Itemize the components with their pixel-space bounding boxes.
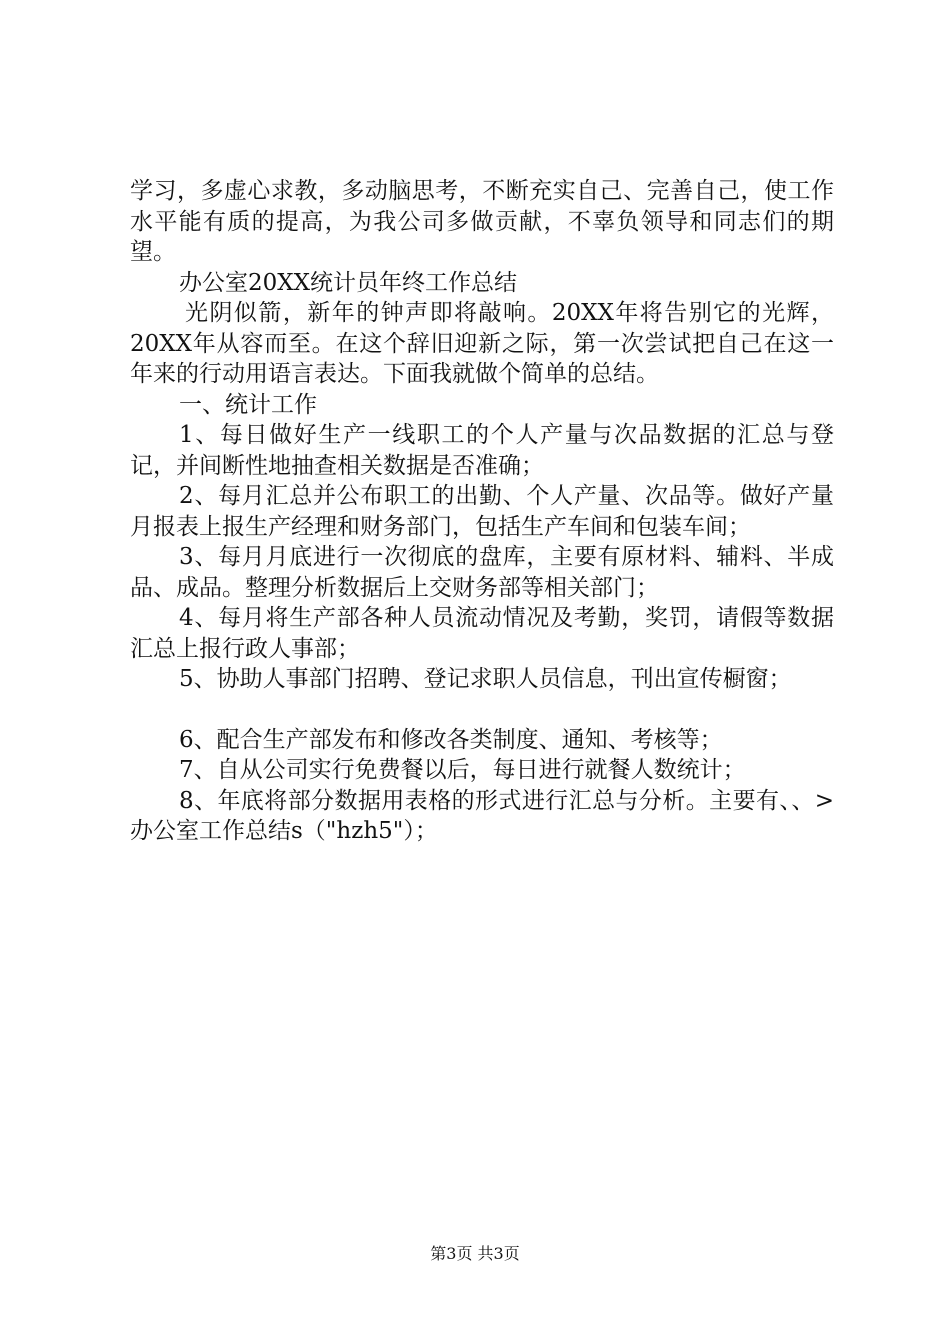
list-item-2: 2、每月汇总并公布职工的出勤、个人产量、次品等。做好产量月报表上报生产经理和财务部门，包括生产车间和包装车间； <box>130 483 834 540</box>
list-item-5: 5、协助人事部门招聘、登记求职人员信息，刊出宣传橱窗； <box>179 666 792 692</box>
list-item-4: 4、每月将生产部各种人员流动情况及考勤，奖罚，请假等数据汇总上报行政人事部； <box>130 605 834 662</box>
section-heading-statistics: 一、统计工作 <box>179 391 317 418</box>
list-item-1: 1、每日做好生产一线职工的个人产量与次品数据的汇总与登记，并间断性地抽查相关数据是否准确； <box>130 422 834 479</box>
page-footer <box>0 1244 950 1264</box>
paragraph-continuation: 学习，多虚心求教，多动脑思考，不断充实自己、完善自己，使工作水平能有质的提高，为我公司多做贡献，不辜负领导和同志们的期望。 <box>130 178 834 265</box>
paragraph-intro: 光阴似箭，新年的钟声即将敲响。20XX年将告别它的光辉，20XX年从容而至。在这个辞旧迎新之际，第一次尝试把自己在这一年来的行动用语言表达。下面我就做个简单的总结。 <box>130 300 834 387</box>
document-body <box>130 176 834 847</box>
list-item-8: 8、年底将部分数据用表格的形式进行汇总与分析。主要有、、>办公室工作总结s（"hzh5"）； <box>130 787 834 844</box>
list-item-7: 7、自从公司实行免费餐以后，每日进行就餐人数统计； <box>179 757 746 783</box>
list-item-6: 6、配合生产部发布和修改各类制度、通知、考核等； <box>179 726 723 753</box>
list-item-3: 3、每月月底进行一次彻底的盘库，主要有原材料、辅料、半成品、成品。整理分析数据后上交财务部等相关部门； <box>130 544 834 601</box>
page-number: 第3页 共3页 <box>430 1244 520 1263</box>
section-title: 办公室20XX统计员年终工作总结 <box>179 269 518 296</box>
